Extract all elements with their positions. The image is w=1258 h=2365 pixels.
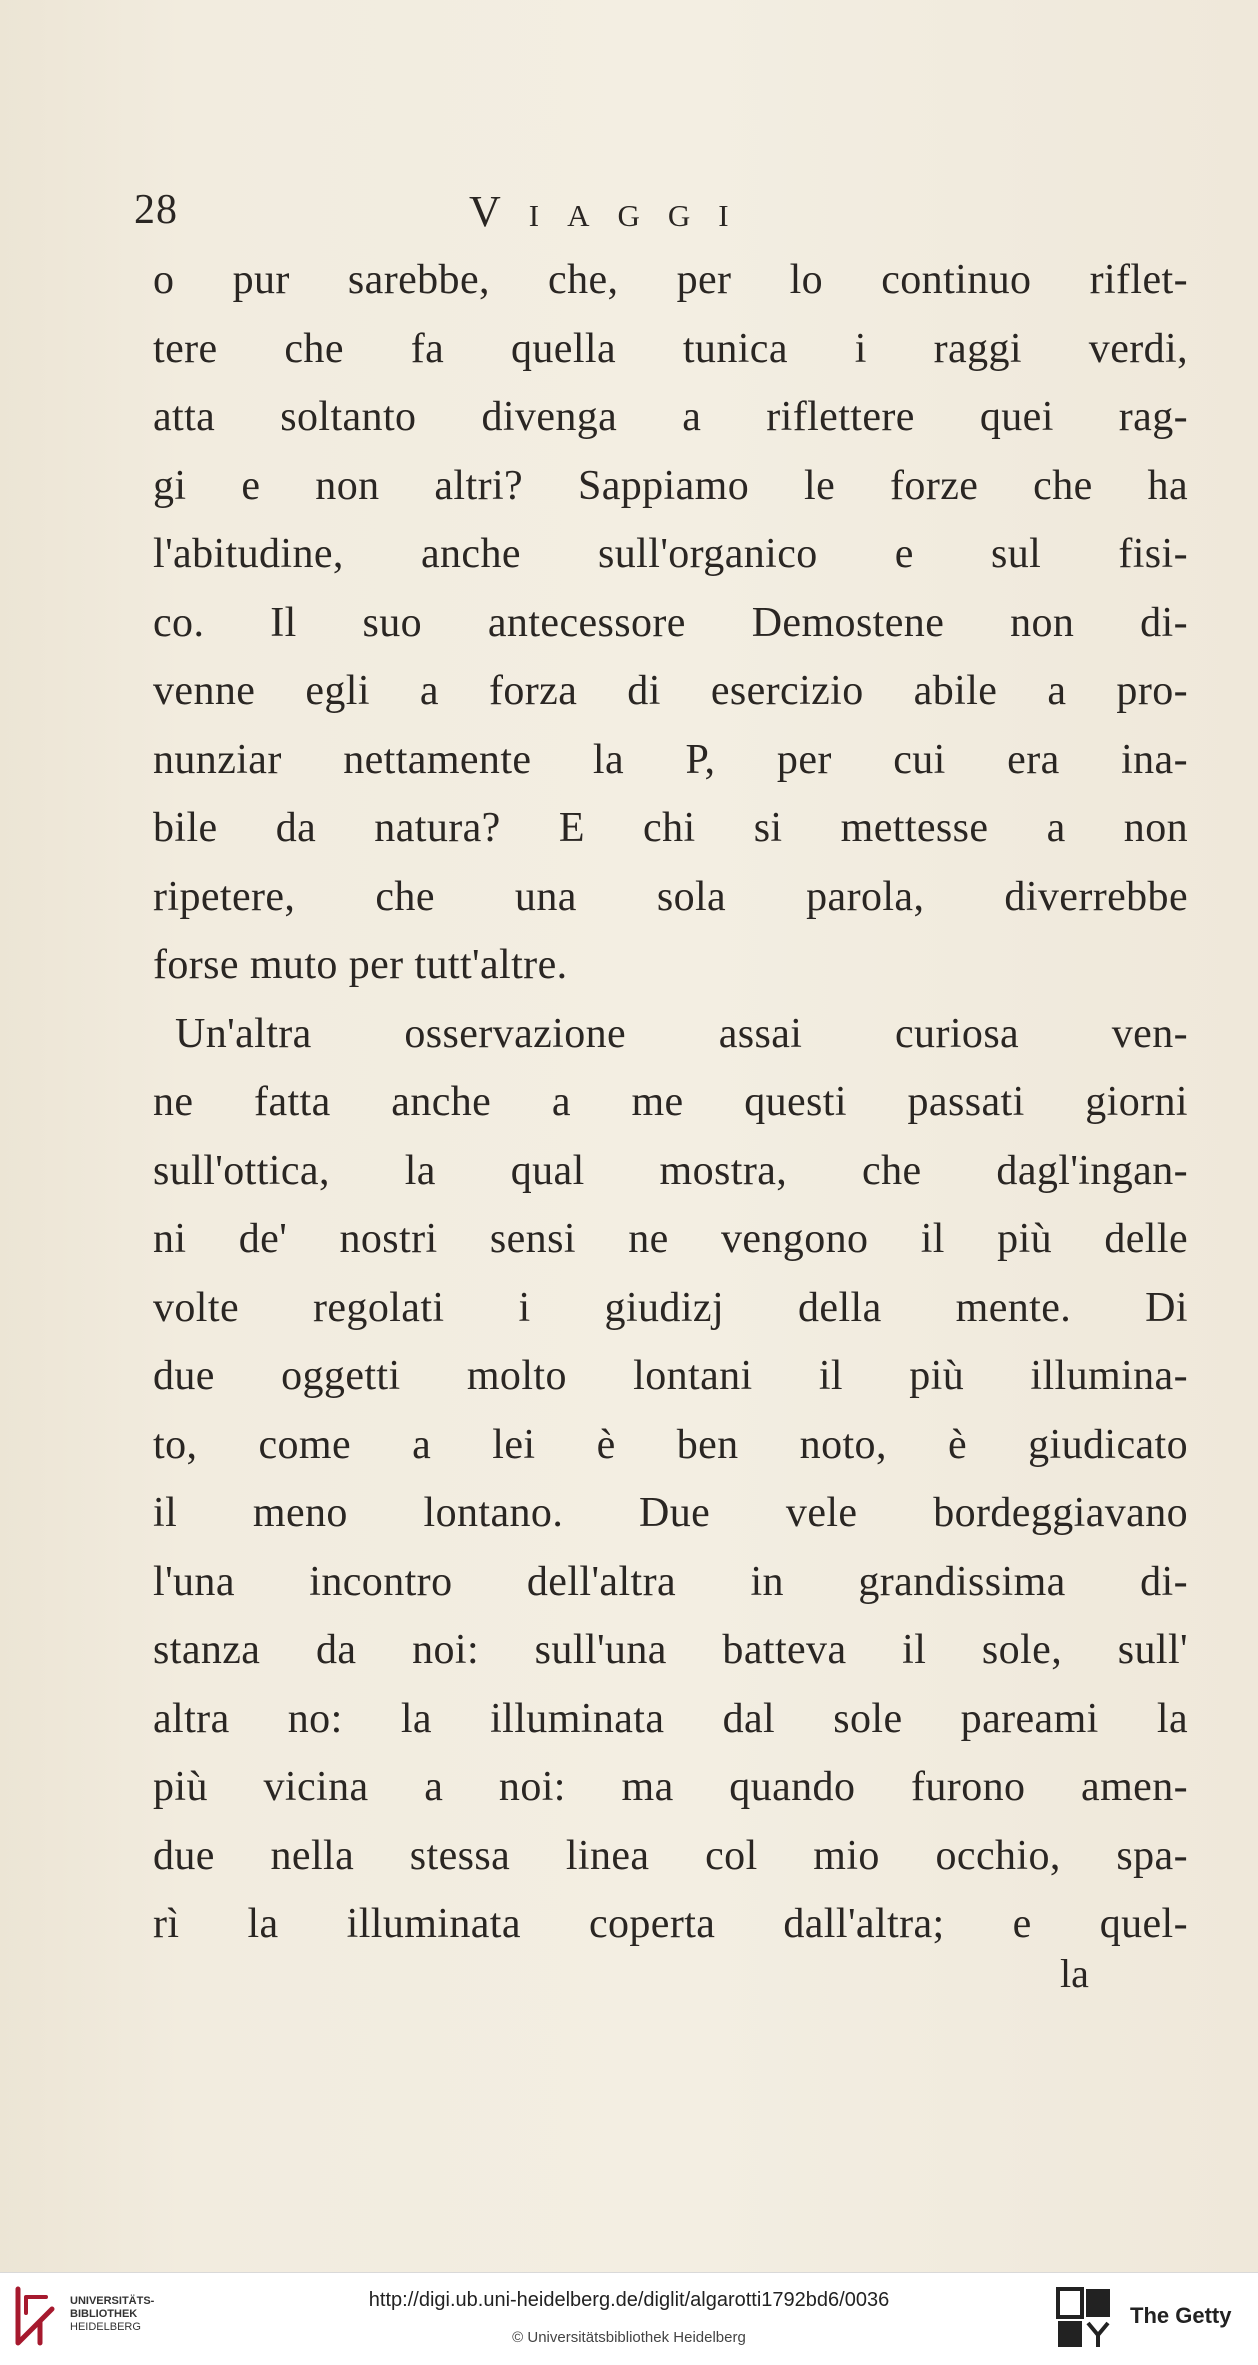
text-line: sull'ottica, la qual mostra, che dagl'ingan- — [153, 1147, 1188, 1194]
text-line: l'abitudine, anche sull'organico e sul fisi- — [153, 531, 1188, 577]
getty-name: The Getty — [1130, 2303, 1232, 2328]
permalink-url[interactable]: http://digi.ub.uni-heidelberg.de/diglit/algarotti1792bd6/0036 — [368, 2289, 890, 2311]
viewer-footer — [0, 2272, 1258, 2365]
library-name-line: BIBLIOTHEK — [70, 2308, 138, 2320]
text-line: volte regolati i giudizj della mente. Di — [153, 1284, 1188, 1331]
text-line: il meno lontano. Due vele bordeggiavano — [153, 1490, 1188, 1536]
text-line: due oggetti molto lontani il più illumina- — [153, 1353, 1188, 1399]
text-line: l'una incontro dell'altra in grandissima di- — [153, 1558, 1188, 1605]
text-line: co. Il suo antecessore Demostene non di- — [153, 599, 1188, 646]
text-line: ni de' nostri sensi ne vengono il più delle — [153, 1216, 1188, 1262]
text-line: tere che fa quella tunica i raggi verdi, — [153, 325, 1188, 372]
text-line: ripetere, che una sola parola, diverrebbe — [153, 873, 1188, 920]
text-line: venne egli a forza di esercizio abile a pro- — [153, 668, 1188, 714]
text-line: rì la illuminata coperta dall'altra; e quel- — [153, 1901, 1188, 1947]
running-title: Viaggi — [469, 187, 757, 236]
text-line: due nella stessa linea col mio occhio, spa- — [153, 1832, 1188, 1879]
text-line: nunziar nettamente la P, per cui era ina- — [153, 736, 1188, 783]
text-line: più vicina a noi: ma quando furono amen- — [153, 1764, 1188, 1810]
text-line: stanza da noi: sull'una batteva il sole, sull' — [153, 1627, 1188, 1673]
text-line: o pur sarebbe, che, per lo continuo riflet- — [153, 257, 1188, 303]
page-number: 28 — [134, 187, 178, 233]
text-line: to, come a lei è ben noto, è giudicato — [153, 1421, 1188, 1468]
text-line: Un'altra osservazione assai curiosa ven- — [175, 1010, 1188, 1057]
library-name-line: UNIVERSITÄTS- — [70, 2295, 155, 2307]
text-line: altra no: la illuminata dal sole pareami la — [153, 1695, 1188, 1742]
text-line: gi e non altri? Sappiamo le forze che ha — [153, 462, 1188, 509]
getty-logo-icon — [1056, 2287, 1112, 2349]
text-line: atta soltanto divenga a riflettere quei rag- — [153, 394, 1188, 440]
text-line: forse muto per tutt'altre. — [153, 942, 568, 988]
copyright-notice: © Universitätsbibliothek Heidelberg — [512, 2329, 746, 2346]
library-name-line: HEIDELBERG — [70, 2321, 141, 2333]
text-line: bile da natura? E chi si mettesse a non — [153, 805, 1188, 851]
text-line: ne fatta anche a me questi passati giorni — [153, 1079, 1188, 1125]
body-text — [153, 246, 1188, 1959]
page-header — [134, 186, 1184, 246]
catchword: la — [1060, 1951, 1089, 1996]
